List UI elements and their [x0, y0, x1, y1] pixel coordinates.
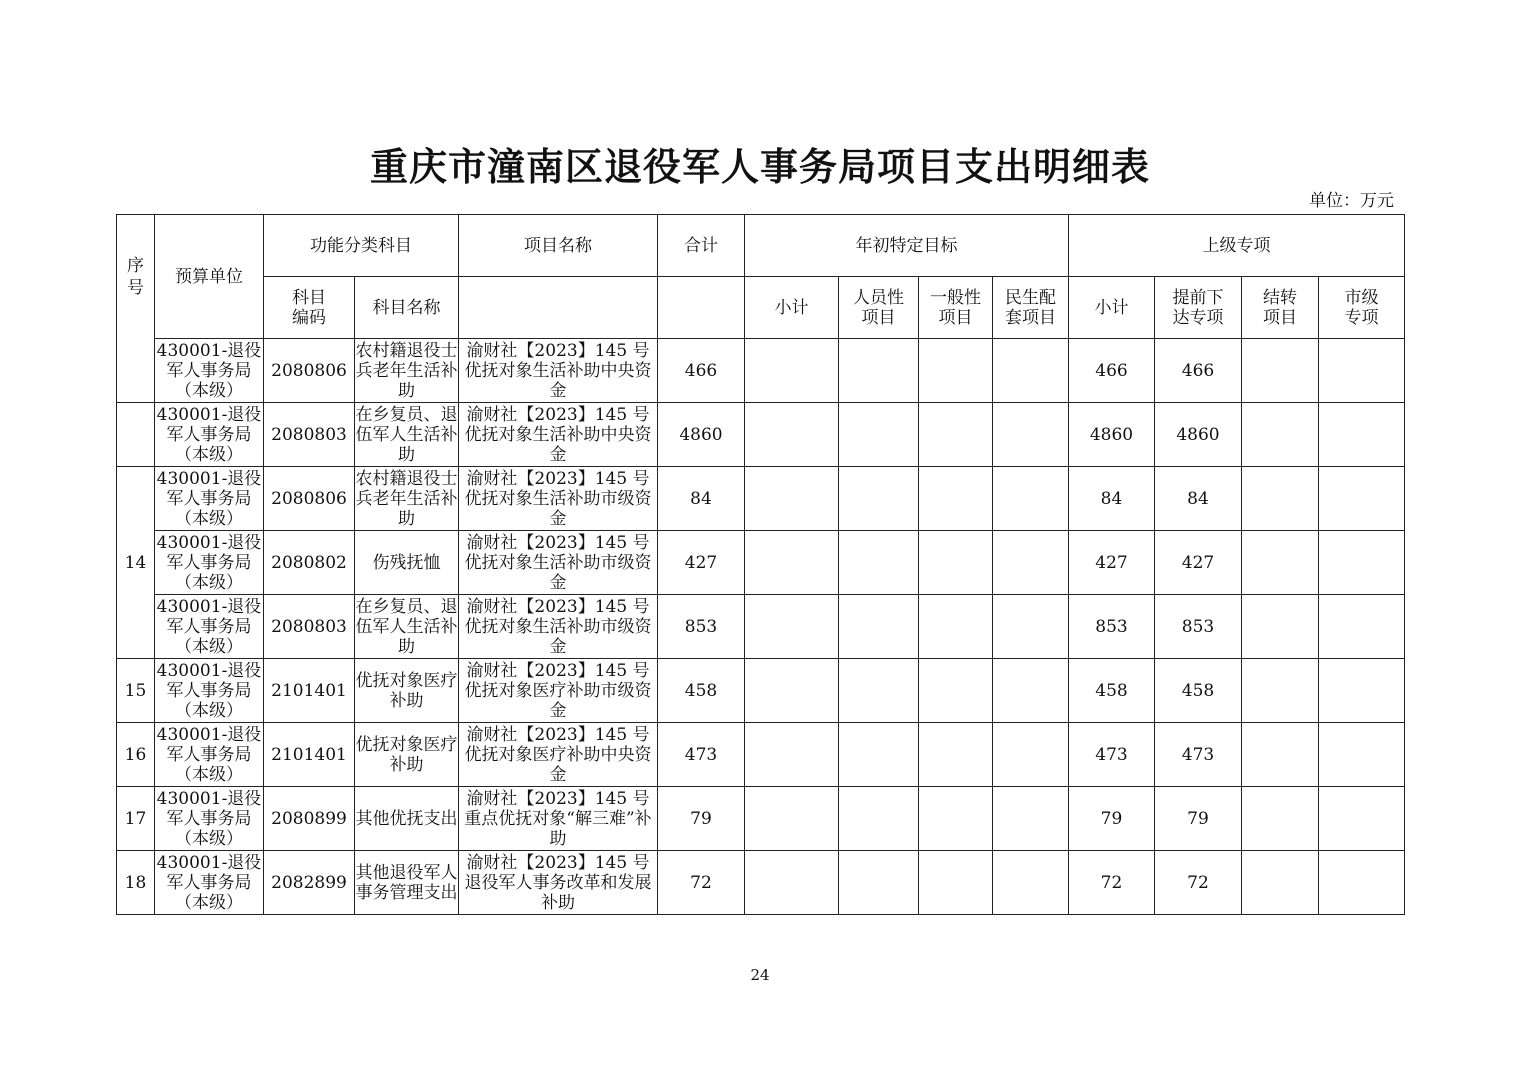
- subject-code-cell: 2101401: [264, 659, 355, 723]
- livelihood-cell: [993, 723, 1069, 787]
- total-cell: 427: [658, 531, 745, 595]
- carryover-cell: [1242, 339, 1319, 403]
- advance-cell: 427: [1155, 531, 1242, 595]
- subject-code-cell: 2080803: [264, 595, 355, 659]
- personnel-cell: [839, 403, 919, 467]
- total-cell: 84: [658, 467, 745, 531]
- annual-subtotal-cell: [745, 403, 839, 467]
- total-cell: 79: [658, 787, 745, 851]
- table-row: [117, 595, 1405, 659]
- carryover-cell: [1242, 851, 1319, 915]
- header-seq: 序号: [117, 215, 155, 403]
- header-superior: 上级专项: [1069, 215, 1405, 277]
- superior-subtotal-cell: 427: [1069, 531, 1155, 595]
- project-expenditure-table: [116, 214, 1405, 915]
- annual-subtotal-cell: [745, 659, 839, 723]
- project-name-cell: 渝财社【2023】145 号重点优抚对象“解三难”补助: [459, 787, 658, 851]
- header-row-2: [117, 277, 1405, 339]
- superior-subtotal-cell: 4860: [1069, 403, 1155, 467]
- annual-subtotal-cell: [745, 467, 839, 531]
- subject-code-cell: 2080806: [264, 467, 355, 531]
- header-project-name: 项目名称: [459, 215, 658, 277]
- advance-cell: 466: [1155, 339, 1242, 403]
- subject-code-cell: 2080806: [264, 339, 355, 403]
- subject-name-cell: 其他退役军人事务管理支出: [355, 851, 459, 915]
- advance-cell: 79: [1155, 787, 1242, 851]
- project-name-cell: 渝财社【2023】145 号退役军人事务改革和发展补助: [459, 851, 658, 915]
- livelihood-cell: [993, 339, 1069, 403]
- livelihood-cell: [993, 467, 1069, 531]
- page-number: 24: [750, 966, 770, 984]
- budget-unit-cell: 430001-退役军人事务局（本级）: [155, 723, 264, 787]
- total-cell: 473: [658, 723, 745, 787]
- header-livelihood: 民生配套项目: [993, 277, 1069, 339]
- personnel-cell: [839, 339, 919, 403]
- total-cell: 458: [658, 659, 745, 723]
- personnel-cell: [839, 595, 919, 659]
- advance-cell: 84: [1155, 467, 1242, 531]
- budget-unit-cell: 430001-退役军人事务局（本级）: [155, 851, 264, 915]
- personnel-cell: [839, 723, 919, 787]
- city-cell: [1319, 467, 1405, 531]
- city-cell: [1319, 403, 1405, 467]
- project-name-cell: 渝财社【2023】145 号优抚对象医疗补助中央资金: [459, 723, 658, 787]
- seq-cell: 16: [117, 723, 155, 787]
- livelihood-cell: [993, 659, 1069, 723]
- advance-cell: 4860: [1155, 403, 1242, 467]
- city-cell: [1319, 531, 1405, 595]
- table-row: [117, 403, 1405, 467]
- annual-subtotal-cell: [745, 595, 839, 659]
- livelihood-cell: [993, 403, 1069, 467]
- livelihood-cell: [993, 787, 1069, 851]
- table-row: [117, 851, 1405, 915]
- table-row: [117, 659, 1405, 723]
- advance-cell: 473: [1155, 723, 1242, 787]
- superior-subtotal-cell: 473: [1069, 723, 1155, 787]
- subject-code-cell: 2080802: [264, 531, 355, 595]
- carryover-cell: [1242, 659, 1319, 723]
- superior-subtotal-cell: 458: [1069, 659, 1155, 723]
- superior-subtotal-cell: 853: [1069, 595, 1155, 659]
- unit-label: 单位：万元: [1309, 191, 1394, 211]
- header-func-class: 功能分类科目: [264, 215, 459, 277]
- total-cell: 4860: [658, 403, 745, 467]
- superior-subtotal-cell: 466: [1069, 339, 1155, 403]
- annual-subtotal-cell: [745, 851, 839, 915]
- carryover-cell: [1242, 467, 1319, 531]
- seq-cell: 18: [117, 851, 155, 915]
- project-name-cell: 渝财社【2023】145 号优抚对象生活补助中央资金: [459, 403, 658, 467]
- header-annual-subtotal: 小计: [745, 277, 839, 339]
- budget-unit-cell: 430001-退役军人事务局（本级）: [155, 467, 264, 531]
- city-cell: [1319, 659, 1405, 723]
- annual-subtotal-cell: [745, 723, 839, 787]
- seq-cell: 15: [117, 659, 155, 723]
- superior-subtotal-cell: 84: [1069, 467, 1155, 531]
- carryover-cell: [1242, 531, 1319, 595]
- table-row: [117, 787, 1405, 851]
- table-row: [117, 467, 1405, 531]
- general-cell: [919, 403, 993, 467]
- subject-name-cell: 在乡复员、退伍军人生活补助: [355, 404, 458, 465]
- general-cell: [919, 467, 993, 531]
- project-name-cell: 渝财社【2023】145 号优抚对象生活补助市级资金: [459, 467, 658, 531]
- budget-unit-cell: 430001-退役军人事务局（本级）: [155, 339, 264, 403]
- subject-name-cell: 农村籍退役士兵老年生活补助: [355, 468, 458, 529]
- header-annual-target: 年初特定目标: [745, 215, 1069, 277]
- table-row: [117, 723, 1405, 787]
- budget-unit-cell: 430001-退役军人事务局（本级）: [155, 531, 264, 595]
- seq-cell: 14: [117, 467, 155, 659]
- project-name-cell: 渝财社【2023】145 号优抚对象生活补助市级资金: [459, 531, 658, 595]
- livelihood-cell: [993, 595, 1069, 659]
- advance-cell: 458: [1155, 659, 1242, 723]
- header-total: 合计: [658, 215, 745, 277]
- table-row: [117, 339, 1405, 403]
- general-cell: [919, 851, 993, 915]
- subject-name-cell: 伤残抚恤: [355, 531, 459, 595]
- header-city: 市级专项: [1319, 277, 1405, 339]
- personnel-cell: [839, 659, 919, 723]
- header-personnel: 人员性项目: [839, 277, 919, 339]
- budget-unit-cell: 430001-退役军人事务局（本级）: [155, 595, 264, 659]
- general-cell: [919, 595, 993, 659]
- advance-cell: 72: [1155, 851, 1242, 915]
- city-cell: [1319, 723, 1405, 787]
- header-row-1: [117, 215, 1405, 277]
- total-cell: 466: [658, 339, 745, 403]
- table-row: [117, 531, 1405, 595]
- subject-name-cell: 其他优抚支出: [355, 787, 459, 851]
- city-cell: [1319, 851, 1405, 915]
- header-project-name-blank: [459, 277, 658, 339]
- carryover-cell: [1242, 595, 1319, 659]
- budget-unit-cell: 430001-退役军人事务局（本级）: [155, 787, 264, 851]
- header-superior-subtotal: 小计: [1069, 277, 1155, 339]
- subject-name-cell: 优抚对象医疗补助: [355, 659, 459, 723]
- subject-name-cell: 优抚对象医疗补助: [355, 723, 459, 787]
- livelihood-cell: [993, 851, 1069, 915]
- header-subject-name: 科目名称: [355, 277, 459, 339]
- project-name-cell: 渝财社【2023】145 号优抚对象生活补助市级资金: [459, 595, 658, 659]
- page-title: 重庆市潼南区退役军人事务局项目支出明细表: [369, 144, 1150, 189]
- subject-code-cell: 2080899: [264, 787, 355, 851]
- city-cell: [1319, 339, 1405, 403]
- city-cell: [1319, 787, 1405, 851]
- annual-subtotal-cell: [745, 531, 839, 595]
- superior-subtotal-cell: 72: [1069, 851, 1155, 915]
- subject-name-cell: 在乡复员、退伍军人生活补助: [355, 596, 458, 657]
- general-cell: [919, 531, 993, 595]
- personnel-cell: [839, 531, 919, 595]
- annual-subtotal-cell: [745, 787, 839, 851]
- project-name-cell: 渝财社【2023】145 号优抚对象生活补助中央资金: [459, 339, 658, 403]
- subject-code-cell: 2082899: [264, 851, 355, 915]
- subject-name-cell: 农村籍退役士兵老年生活补助: [355, 340, 458, 401]
- seq-cell: 17: [117, 787, 155, 851]
- total-cell: 72: [658, 851, 745, 915]
- budget-unit-cell: 430001-退役军人事务局（本级）: [155, 659, 264, 723]
- header-budget-unit: 预算单位: [155, 215, 264, 339]
- city-cell: [1319, 595, 1405, 659]
- general-cell: [919, 723, 993, 787]
- carryover-cell: [1242, 403, 1319, 467]
- header-carryover: 结转项目: [1242, 277, 1319, 339]
- total-cell: 853: [658, 595, 745, 659]
- header-advance: 提前下达专项: [1155, 277, 1242, 339]
- seq-cell: [117, 403, 155, 467]
- personnel-cell: [839, 851, 919, 915]
- header-general: 一般性项目: [919, 277, 993, 339]
- carryover-cell: [1242, 723, 1319, 787]
- subject-code-cell: 2101401: [264, 723, 355, 787]
- personnel-cell: [839, 467, 919, 531]
- personnel-cell: [839, 787, 919, 851]
- header-total-blank: [658, 277, 745, 339]
- budget-unit-cell: 430001-退役军人事务局（本级）: [155, 403, 264, 467]
- header-subject-code: 科目编码: [264, 277, 355, 339]
- project-name-cell: 渝财社【2023】145 号优抚对象医疗补助市级资金: [459, 659, 658, 723]
- general-cell: [919, 339, 993, 403]
- general-cell: [919, 787, 993, 851]
- livelihood-cell: [993, 531, 1069, 595]
- general-cell: [919, 659, 993, 723]
- annual-subtotal-cell: [745, 339, 839, 403]
- subject-code-cell: 2080803: [264, 403, 355, 467]
- carryover-cell: [1242, 787, 1319, 851]
- superior-subtotal-cell: 79: [1069, 787, 1155, 851]
- advance-cell: 853: [1155, 595, 1242, 659]
